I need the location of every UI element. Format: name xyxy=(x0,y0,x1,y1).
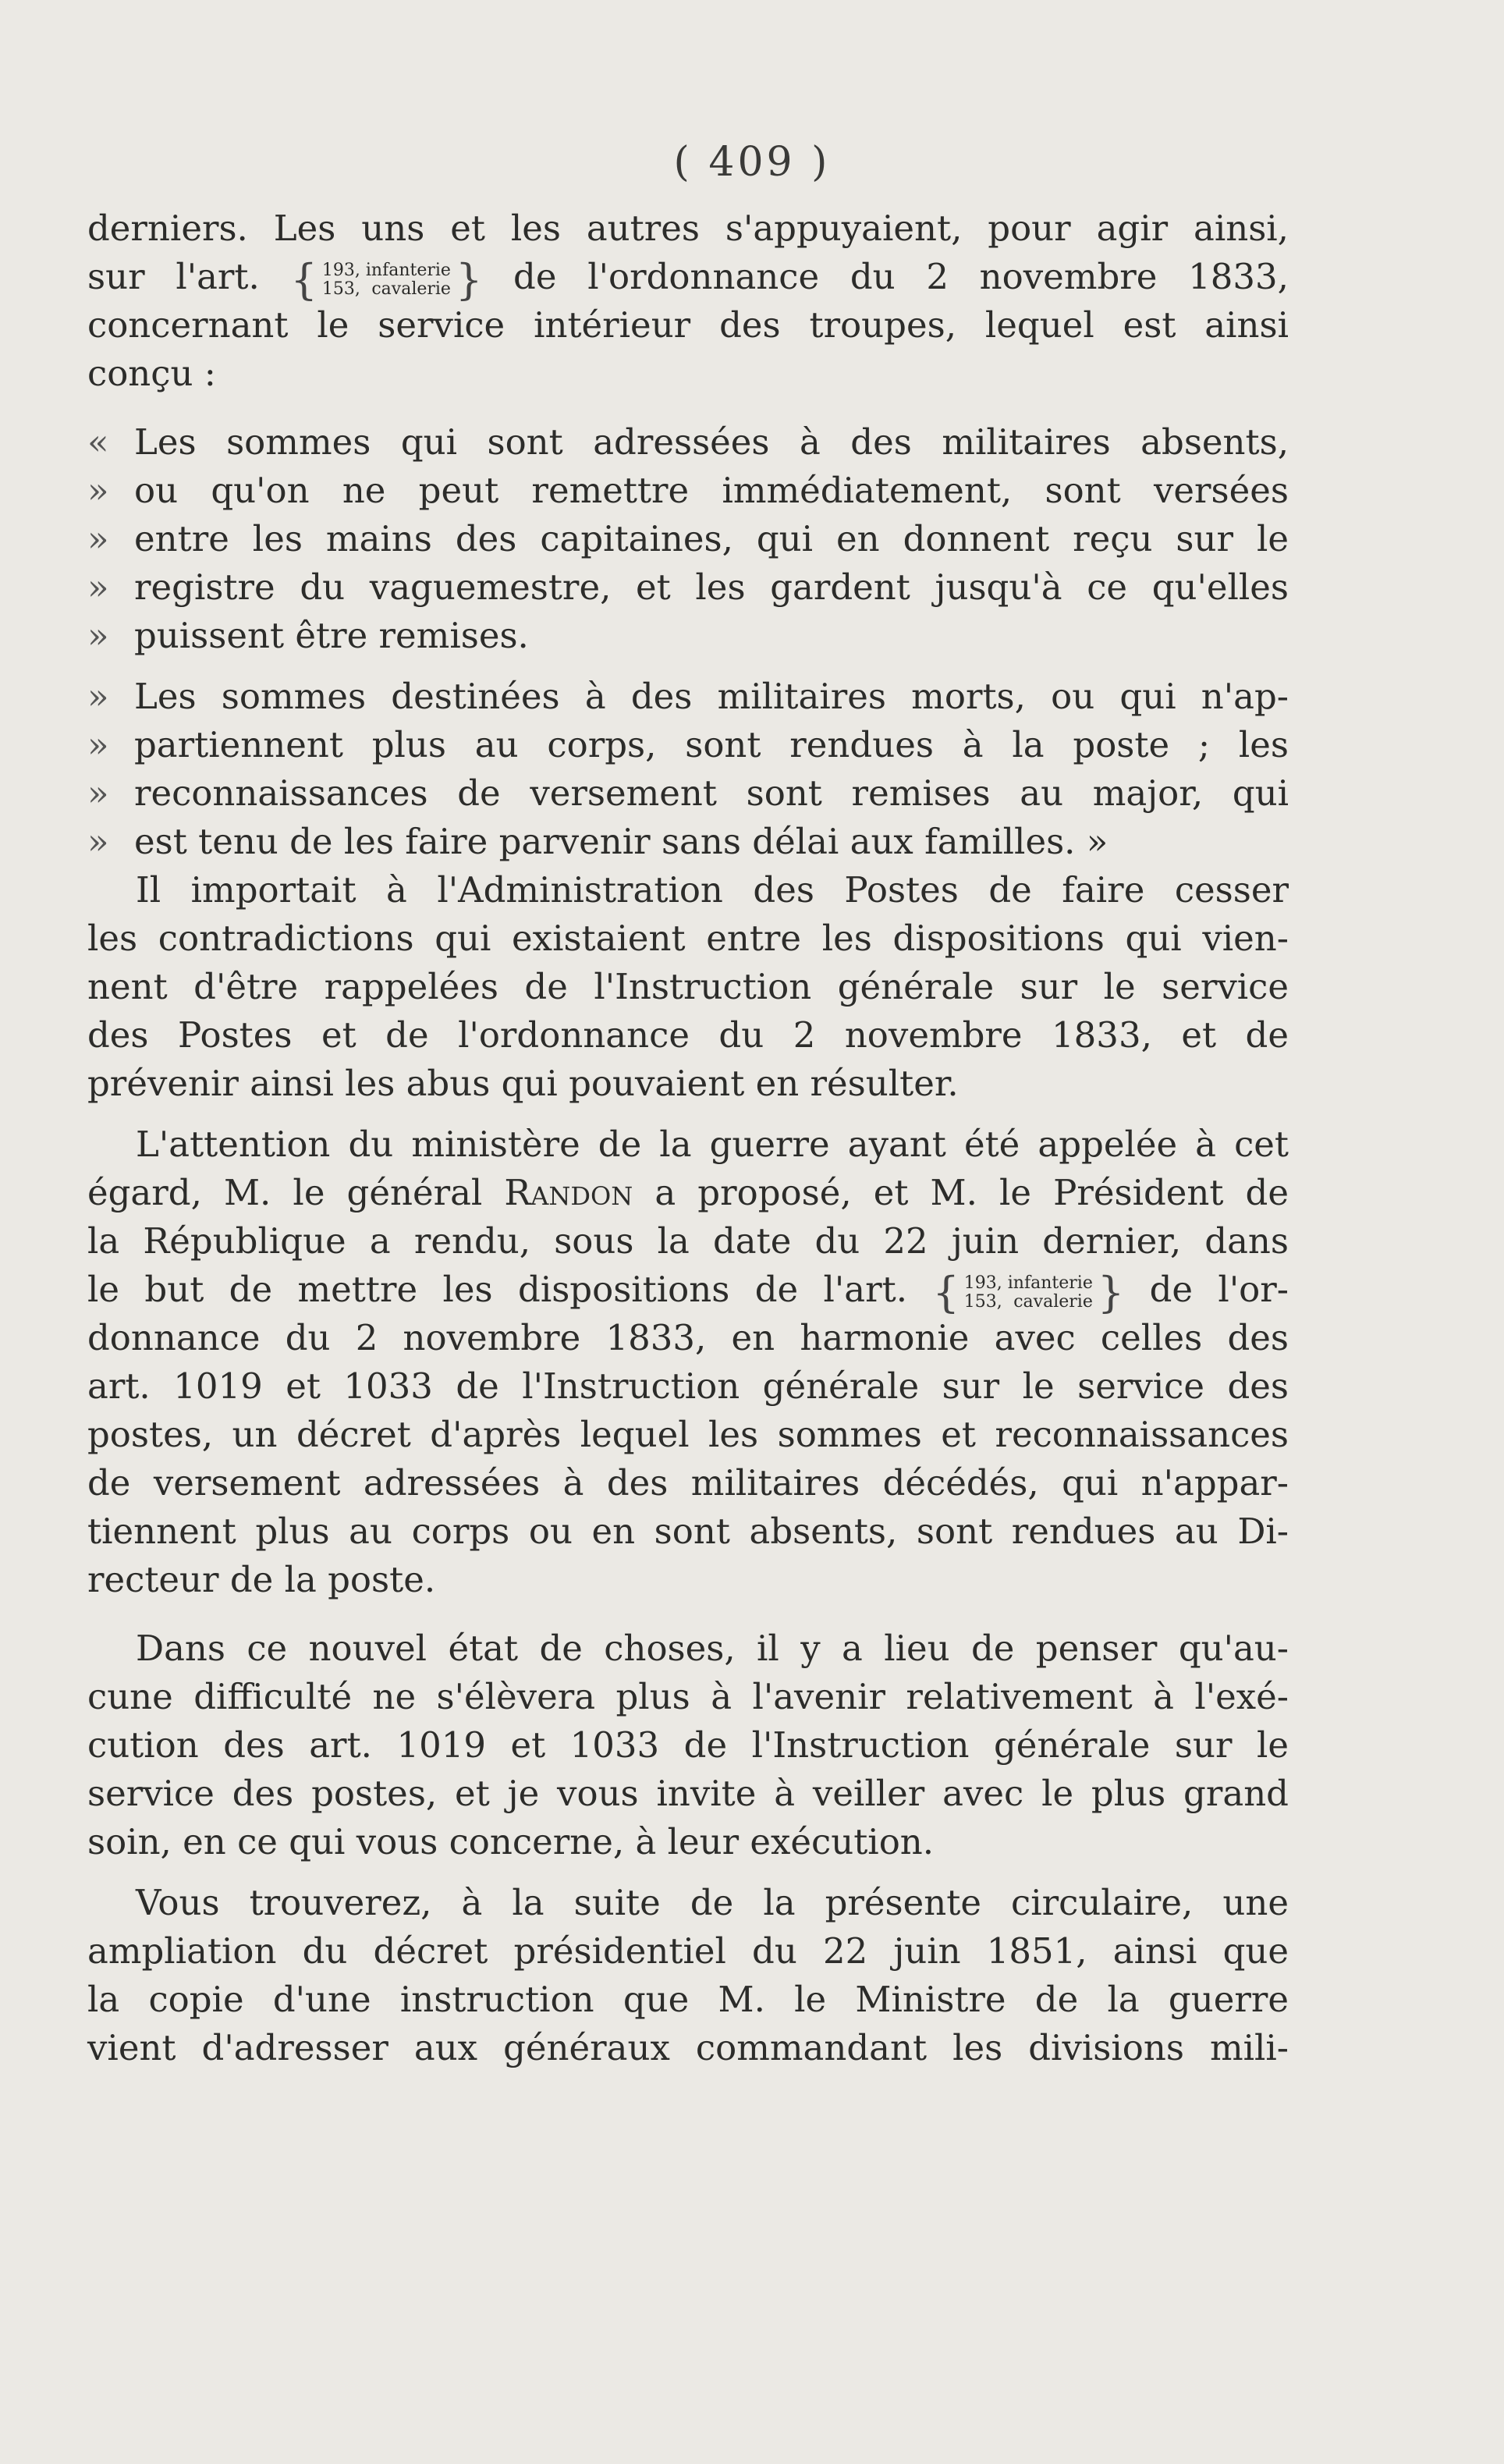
text-line: les contradictions qui existaient entre les dispositions qui vien- xyxy=(87,918,1289,959)
text-line: de versement adressées à des militaires décédés, qui n'appar- xyxy=(87,1462,1289,1504)
left-brace: { xyxy=(290,254,317,304)
text-fragment: a proposé, et M. le Président de xyxy=(654,1172,1289,1213)
text-fragment: de l'or- xyxy=(1149,1269,1289,1310)
text-fragment: le but de mettre les dispositions de l'art. xyxy=(87,1269,908,1310)
text-line: Il importait à l'Administration des Postes de faire cesser xyxy=(136,869,1289,911)
text-line: recteur de la poste. xyxy=(87,1559,436,1600)
quote-line xyxy=(87,673,1289,721)
text-line: cution des art. 1019 et 1033 de l'Instruction générale sur le xyxy=(87,1724,1289,1766)
quote-text: partiennent plus au corps, sont rendues à la poste ; les xyxy=(134,724,1289,765)
quote-line xyxy=(87,721,1289,769)
quote-text: puissent être remises. xyxy=(134,615,529,656)
article-reference-top: 193, infanterie xyxy=(321,260,451,280)
quote-mark-continue: » xyxy=(87,518,109,559)
quote-mark-open: « xyxy=(87,421,109,463)
quote-text: entre les mains des capitaines, qui en donnent reçu sur le xyxy=(134,518,1289,559)
general-name: Randon xyxy=(504,1172,633,1213)
article-reference xyxy=(322,261,451,299)
text-line: vient d'adresser aux généraux commandant les divisions mili- xyxy=(87,2027,1289,2068)
text-line: art. 1019 et 1033 de l'Instruction générale sur le service des xyxy=(87,1365,1289,1407)
text-line xyxy=(87,1169,1289,1217)
quote-line xyxy=(87,612,1289,660)
quotation-2 xyxy=(87,673,1289,866)
text-line: nent d'être rappelées de l'Instruction générale sur le service xyxy=(87,966,1289,1007)
paragraph-2 xyxy=(87,866,1289,1108)
quote-mark-continue: » xyxy=(87,724,109,765)
left-brace: { xyxy=(932,1267,960,1317)
quote-text: registre du vaguemestre, et les gardent jusqu'à ce qu'elles xyxy=(134,566,1289,608)
text-line: ampliation du décret présidentiel du 22 juin 1851, ainsi que xyxy=(87,1930,1289,1972)
text-line: donnance du 2 novembre 1833, en harmonie avec celles des xyxy=(87,1317,1289,1358)
article-reference-bottom: 153, cavalerie xyxy=(321,279,451,299)
paragraph-3 xyxy=(87,1120,1289,1604)
text-line: la République a rendu, sous la date du 22 juin dernier, dans xyxy=(87,1220,1289,1262)
text-line: service des postes, et je vous invite à veiller avec le plus grand xyxy=(87,1773,1289,1814)
text-line: conçu : xyxy=(87,353,216,394)
quote-line xyxy=(87,467,1289,515)
quote-mark-continue: » xyxy=(87,772,109,814)
text-line: L'attention du ministère de la guerre ayant été appelée à cet xyxy=(136,1124,1289,1165)
quote-line xyxy=(87,515,1289,563)
page-number: ( 409 ) xyxy=(673,139,831,186)
text-line: concernant le service intérieur des troupes, lequel est ainsi xyxy=(87,304,1289,346)
quote-text: ou qu'on ne peut remettre immédiatement, sont versées xyxy=(134,470,1289,511)
quotation-1 xyxy=(87,418,1289,660)
text-line: postes, un décret d'après lequel les sommes et reconnaissances xyxy=(87,1414,1289,1455)
text-line: cune difficulté ne s'élèvera plus à l'avenir relativement à l'exé- xyxy=(87,1676,1289,1717)
quote-line xyxy=(87,418,1289,467)
paragraph-1 xyxy=(87,204,1289,398)
text-fragment: de l'ordonnance du 2 novembre 1833, xyxy=(513,256,1289,297)
text-line: soin, en ce qui vous concerne, à leur exécution. xyxy=(87,1821,935,1862)
article-reference-top: 193, infanterie xyxy=(963,1273,1093,1293)
quote-mark-continue: » xyxy=(87,821,109,862)
paragraph-4 xyxy=(87,1624,1289,1866)
paragraph-5 xyxy=(87,1879,1289,2072)
right-brace: } xyxy=(455,254,483,304)
article-reference-bottom: 153, cavalerie xyxy=(963,1291,1093,1312)
text-line: prévenir ainsi les abus qui pouvaient en résulter. xyxy=(87,1063,959,1104)
quote-mark-continue: » xyxy=(87,566,109,608)
text-fragment: égard, M. le général xyxy=(87,1172,483,1213)
text-line: des Postes et de l'ordonnance du 2 novembre 1833, et de xyxy=(87,1014,1289,1056)
quote-text: est tenu de les faire parvenir sans délai aux familles. » xyxy=(134,821,1108,862)
quote-mark-continue: » xyxy=(87,470,109,511)
text-line: Dans ce nouvel état de choses, il y a lieu de penser qu'au- xyxy=(136,1628,1289,1669)
text-body xyxy=(87,204,1289,2072)
quote-text: Les sommes destinées à des militaires morts, ou qui n'ap- xyxy=(134,676,1289,717)
text-line: derniers. Les uns et les autres s'appuyaient, pour agir ainsi, xyxy=(87,208,1289,249)
quote-mark-continue: » xyxy=(87,676,109,717)
quote-text: Les sommes qui sont adressées à des militaires absents, xyxy=(134,421,1289,463)
quote-text: reconnaissances de versement sont remises au major, qui xyxy=(134,772,1289,814)
quote-line xyxy=(87,769,1289,818)
text-line: la copie d'une instruction que M. le Ministre de la guerre xyxy=(87,1979,1289,2020)
text-fragment: sur l'art. xyxy=(87,256,260,297)
text-line xyxy=(87,1266,1289,1317)
text-line xyxy=(87,253,1289,304)
right-brace: } xyxy=(1097,1267,1125,1317)
text-line: Vous trouverez, à la suite de la présente circulaire, une xyxy=(136,1882,1289,1923)
article-reference xyxy=(964,1274,1093,1312)
quote-mark-continue: » xyxy=(87,615,109,656)
quote-line xyxy=(87,563,1289,612)
quote-line xyxy=(87,818,1289,866)
text-line: tiennent plus au corps ou en sont absents, sont rendues au Di- xyxy=(87,1511,1289,1552)
